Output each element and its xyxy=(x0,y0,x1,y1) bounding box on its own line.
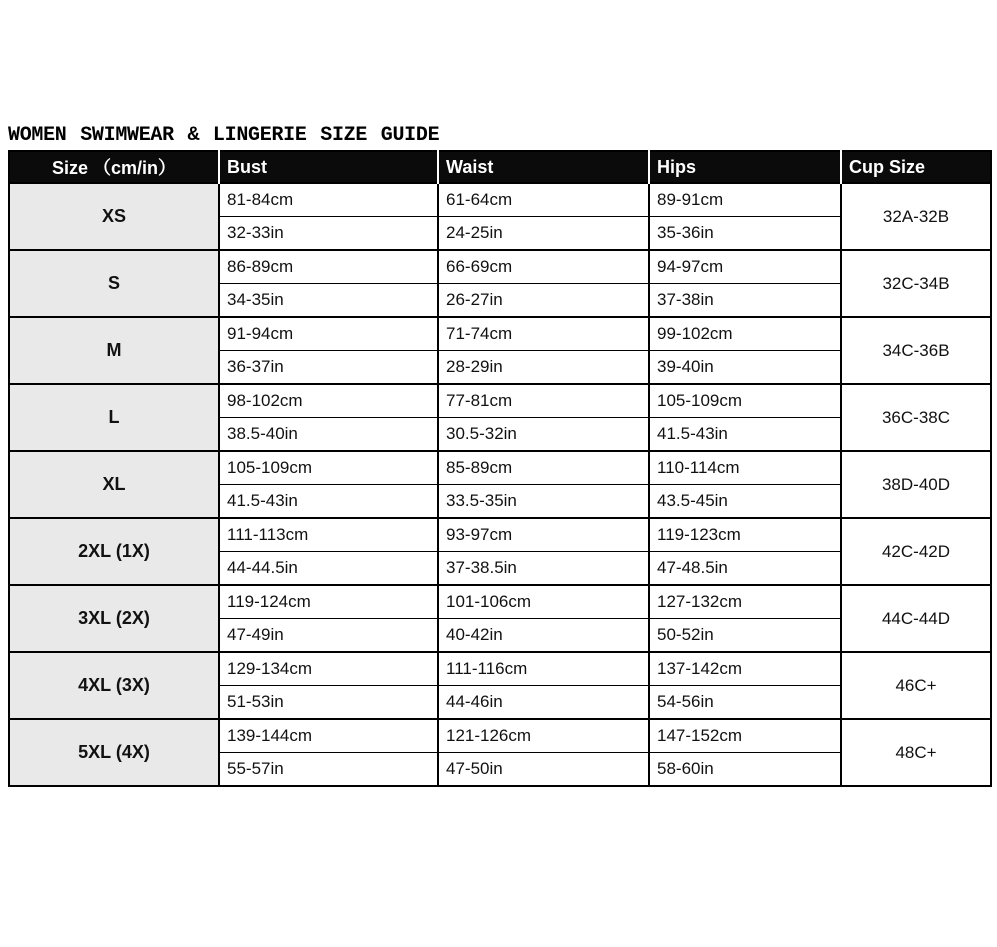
bust-cm-value: 129-134cm xyxy=(219,652,438,686)
waist-in-value: 24-25in xyxy=(438,217,649,251)
cup-size-value: 44C-44D xyxy=(841,585,991,652)
waist-cm-value: 77-81cm xyxy=(438,384,649,418)
size-row-cm xyxy=(9,652,991,686)
waist-cm-value: 66-69cm xyxy=(438,250,649,284)
bust-in-value: 47-49in xyxy=(219,619,438,653)
size-row-cm xyxy=(9,451,991,485)
size-row-cm xyxy=(9,183,991,217)
hips-cm-value: 105-109cm xyxy=(649,384,841,418)
cup-size-value: 42C-42D xyxy=(841,518,991,585)
size-row-cm xyxy=(9,250,991,284)
hips-cm-value: 137-142cm xyxy=(649,652,841,686)
bust-in-value: 41.5-43in xyxy=(219,485,438,519)
bust-in-value: 38.5-40in xyxy=(219,418,438,452)
size-label: 3XL (2X) xyxy=(9,585,219,652)
waist-in-value: 28-29in xyxy=(438,351,649,385)
header-hips: Hips xyxy=(649,151,841,183)
size-label: XS xyxy=(9,183,219,250)
header-bust: Bust xyxy=(219,151,438,183)
hips-in-value: 43.5-45in xyxy=(649,485,841,519)
size-label: 5XL (4X) xyxy=(9,719,219,786)
waist-in-value: 40-42in xyxy=(438,619,649,653)
bust-cm-value: 139-144cm xyxy=(219,719,438,753)
waist-in-value: 47-50in xyxy=(438,753,649,787)
size-label: XL xyxy=(9,451,219,518)
bust-in-value: 55-57in xyxy=(219,753,438,787)
waist-cm-value: 111-116cm xyxy=(438,652,649,686)
bust-cm-value: 105-109cm xyxy=(219,451,438,485)
size-label: L xyxy=(9,384,219,451)
bust-in-value: 32-33in xyxy=(219,217,438,251)
hips-cm-value: 119-123cm xyxy=(649,518,841,552)
bust-in-value: 34-35in xyxy=(219,284,438,318)
size-row-cm xyxy=(9,518,991,552)
header-size: Size （cm/in） xyxy=(9,151,219,183)
waist-cm-value: 121-126cm xyxy=(438,719,649,753)
hips-in-value: 41.5-43in xyxy=(649,418,841,452)
bust-cm-value: 81-84cm xyxy=(219,183,438,217)
hips-cm-value: 94-97cm xyxy=(649,250,841,284)
hips-in-value: 39-40in xyxy=(649,351,841,385)
waist-in-value: 37-38.5in xyxy=(438,552,649,586)
hips-in-value: 47-48.5in xyxy=(649,552,841,586)
waist-cm-value: 101-106cm xyxy=(438,585,649,619)
hips-in-value: 54-56in xyxy=(649,686,841,720)
size-row-cm xyxy=(9,317,991,351)
cup-size-value: 36C-38C xyxy=(841,384,991,451)
hips-cm-value: 99-102cm xyxy=(649,317,841,351)
bust-cm-value: 86-89cm xyxy=(219,250,438,284)
cup-size-value: 34C-36B xyxy=(841,317,991,384)
size-label: 4XL (3X) xyxy=(9,652,219,719)
waist-in-value: 30.5-32in xyxy=(438,418,649,452)
bust-in-value: 51-53in xyxy=(219,686,438,720)
size-row-cm xyxy=(9,384,991,418)
bust-cm-value: 98-102cm xyxy=(219,384,438,418)
waist-in-value: 26-27in xyxy=(438,284,649,318)
page-title: WOMEN SWIMWEAR & LINGERIE SIZE GUIDE xyxy=(8,124,440,147)
size-row-cm xyxy=(9,719,991,753)
hips-in-value: 35-36in xyxy=(649,217,841,251)
bust-in-value: 36-37in xyxy=(219,351,438,385)
waist-cm-value: 93-97cm xyxy=(438,518,649,552)
hips-in-value: 50-52in xyxy=(649,619,841,653)
bust-cm-value: 91-94cm xyxy=(219,317,438,351)
size-label: S xyxy=(9,250,219,317)
size-label: 2XL (1X) xyxy=(9,518,219,585)
header-waist: Waist xyxy=(438,151,649,183)
waist-cm-value: 85-89cm xyxy=(438,451,649,485)
size-guide-table xyxy=(8,150,992,787)
bust-cm-value: 111-113cm xyxy=(219,518,438,552)
hips-cm-value: 89-91cm xyxy=(649,183,841,217)
waist-cm-value: 61-64cm xyxy=(438,183,649,217)
waist-in-value: 33.5-35in xyxy=(438,485,649,519)
cup-size-value: 48C+ xyxy=(841,719,991,786)
cup-size-value: 32A-32B xyxy=(841,183,991,250)
header-cup-size: Cup Size xyxy=(841,151,991,183)
hips-in-value: 37-38in xyxy=(649,284,841,318)
cup-size-value: 32C-34B xyxy=(841,250,991,317)
table-header-row xyxy=(9,151,991,183)
cup-size-value: 38D-40D xyxy=(841,451,991,518)
bust-in-value: 44-44.5in xyxy=(219,552,438,586)
hips-cm-value: 110-114cm xyxy=(649,451,841,485)
hips-in-value: 58-60in xyxy=(649,753,841,787)
hips-cm-value: 147-152cm xyxy=(649,719,841,753)
size-label: M xyxy=(9,317,219,384)
cup-size-value: 46C+ xyxy=(841,652,991,719)
waist-cm-value: 71-74cm xyxy=(438,317,649,351)
hips-cm-value: 127-132cm xyxy=(649,585,841,619)
bust-cm-value: 119-124cm xyxy=(219,585,438,619)
waist-in-value: 44-46in xyxy=(438,686,649,720)
size-row-cm xyxy=(9,585,991,619)
